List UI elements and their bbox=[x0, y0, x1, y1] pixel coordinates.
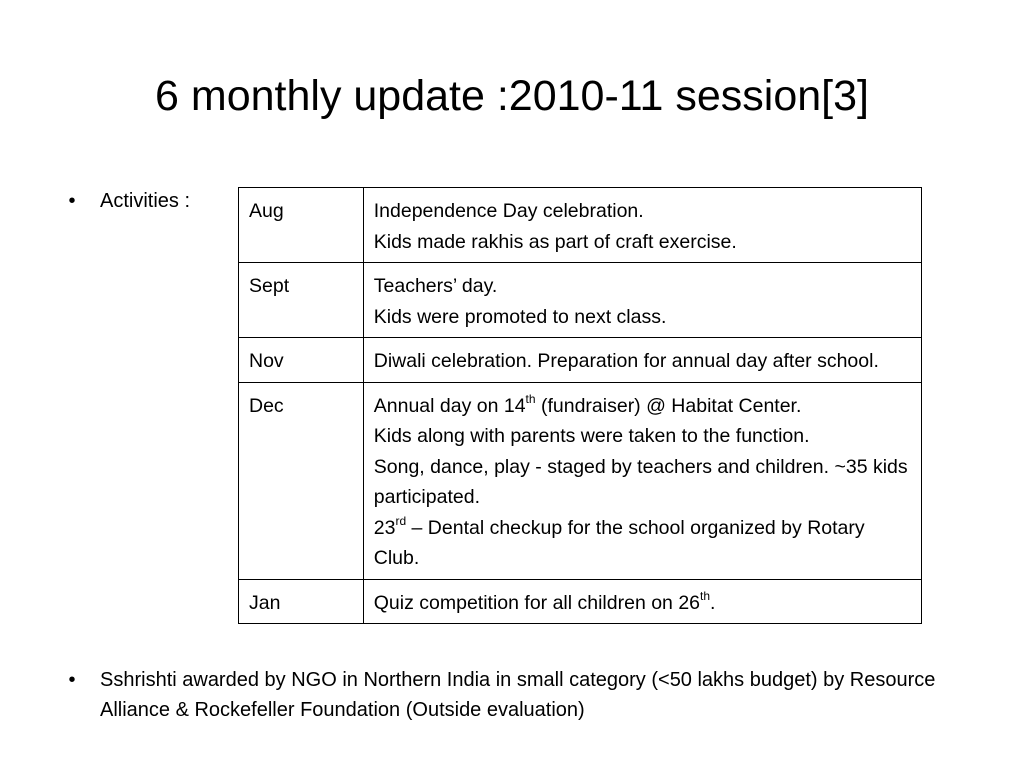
description-text: Annual day on 14 bbox=[373, 394, 526, 417]
month-cell: Nov bbox=[239, 338, 364, 383]
description-cell bbox=[363, 338, 921, 383]
slide-title: 6 monthly update :2010-11 session[3] bbox=[155, 72, 869, 120]
description-line: Song, dance, play - staged by teachers and children. ~35 kids participated. bbox=[373, 455, 908, 508]
description-text: – Dental checkup for the school organized by Rotary Club. bbox=[373, 516, 865, 569]
activities-table bbox=[238, 187, 922, 624]
description-text: Quiz competition for all children on 26 bbox=[373, 591, 701, 614]
description-line: Kids were promoted to next class. bbox=[373, 305, 667, 328]
table-row bbox=[239, 188, 922, 263]
table-row bbox=[239, 263, 922, 338]
description-line: Kids along with parents were taken to the function. bbox=[373, 425, 810, 447]
description-text: . bbox=[710, 591, 716, 614]
bullet-dot-icon: • bbox=[68, 190, 76, 212]
description-line: Independence Day celebration. bbox=[373, 200, 644, 222]
description-text: (fundraiser) @ Habitat Center. bbox=[535, 394, 802, 417]
bullet-activities bbox=[68, 186, 191, 216]
month-cell: Aug bbox=[239, 188, 364, 263]
description-text: 23 bbox=[373, 516, 396, 539]
bullet-dot-icon: • bbox=[68, 669, 76, 691]
description-cell bbox=[363, 188, 921, 263]
description-cell bbox=[363, 382, 921, 579]
month-cell: Jan bbox=[239, 579, 364, 624]
table-row bbox=[239, 382, 922, 579]
table-row bbox=[239, 579, 922, 624]
month-cell: Dec bbox=[239, 382, 364, 579]
ordinal-suffix: th bbox=[525, 392, 536, 406]
description-cell bbox=[363, 263, 921, 338]
description-cell bbox=[363, 579, 921, 624]
ordinal-suffix: rd bbox=[395, 514, 407, 528]
description-line bbox=[374, 391, 911, 422]
description-line: Kids made rakhis as part of craft exercise. bbox=[373, 230, 737, 253]
ordinal-suffix: th bbox=[700, 589, 711, 603]
description-line: Teachers’ day. bbox=[373, 275, 498, 297]
bullet-award bbox=[68, 665, 970, 725]
description-line bbox=[374, 588, 911, 619]
month-cell: Sept bbox=[239, 263, 364, 338]
activities-label: Activities : bbox=[100, 190, 191, 212]
table-row bbox=[239, 338, 922, 383]
description-line bbox=[374, 513, 911, 574]
description-line: Diwali celebration. Preparation for annual day after school. bbox=[373, 350, 879, 372]
award-text: Sshrishti awarded by NGO in Northern India in small category (<50 lakhs budget) by Resource Alliance & Rockefeller Foundation (Outside evaluation) bbox=[100, 669, 936, 721]
